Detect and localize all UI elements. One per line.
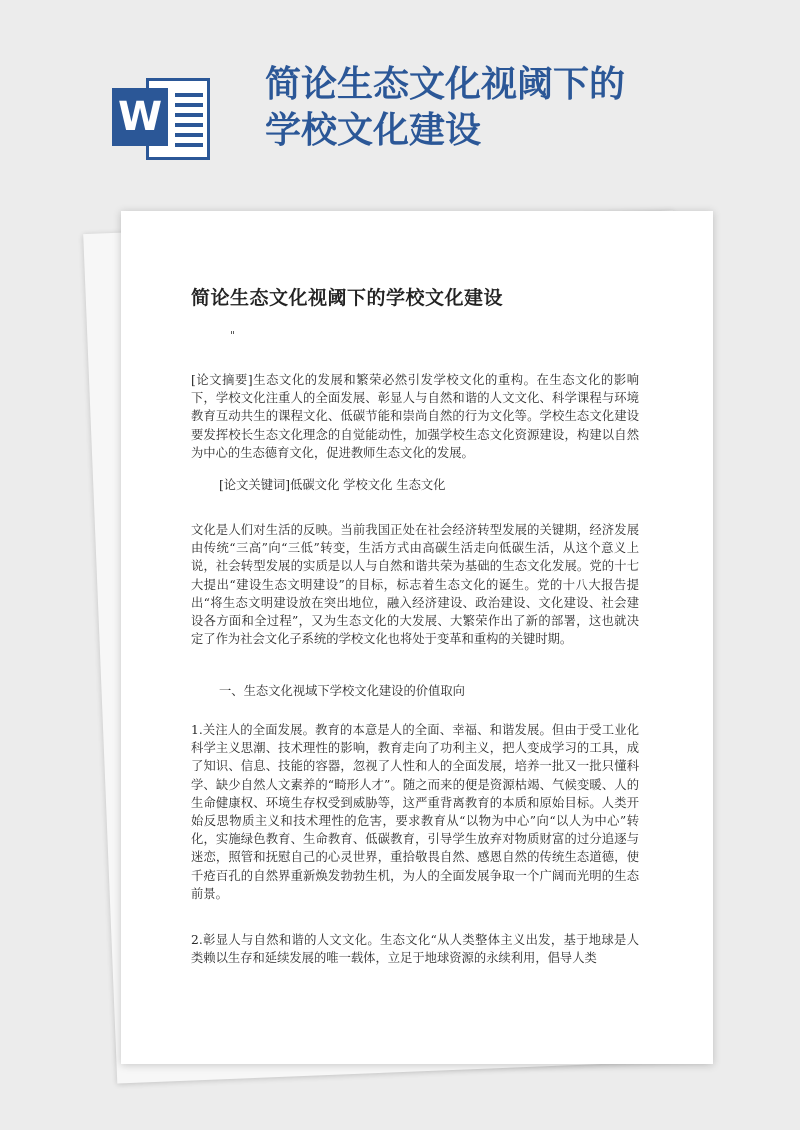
header-title-line2: 学校文化建设 — [265, 110, 482, 151]
point1-paragraph: 1.关注人的全面发展。教育的本意是人的全面、幸福、和谐发展。但由于受工业化科学主义思潮、技术理性的影响，教育走向了功利主义，把人变成学习的工具，成了知识、信息、技能的容器，忽视了人性和人的全面发展，培养一批又一批只懂科学、缺少自然人文素养的“畸形人才”。随之而来的便是资源枯竭、气候变暖、人的生命健康权、环境生存权受到威胁等，这严重背离教育的本质和原始目标。人类开始反思物质主义和技术理性的危害，要求教育从“以物为中心”向“以人为中心”转化，实施绿色教育、生命教育、低碳教育，引导学生放弃对物质财富的过分追逐与迷恋，照管和抚慰自己的心灵世界，重拾敬畏自然、感恩自然的传统生态道德，使千疮百孔的自然界重新焕发勃勃生机，为人的全面发展争取一个广阔而光明的生态前景。 — [191, 723, 639, 901]
intro-paragraph: 文化是人们对生活的反映。当前我国正处在社会经济转型发展的关键期，经济发展由传统“三高”向“三低”转变，生活方式由高碳生活走向低碳生活，从这个意义上说，社会转型发展的实质是以人与自然和谐共荣为基础的生态文化发展。党的十七大提出“建设生态文明建设”的目标，标志着生态文化的诞生。党的十八大报告提出“将生态文明建设放在突出地位，融入经济建设、政治建设、文化建设、社会建设各方面和全过程”，又为生态文化的大发展、大繁荣作出了新的部署，这也就决定了作为社会文化子系统的学校文化也将处于变革和重构的关键时期。 — [191, 523, 639, 647]
word-document-icon — [108, 72, 216, 164]
header-banner — [0, 0, 800, 200]
keywords-line: [论文关键词]低碳文化 学校文化 生态文化 — [219, 478, 446, 492]
section-heading: 一、生态文化视域下学校文化建设的价值取向 — [219, 684, 465, 698]
header-title-line1: 简论生态文化视阈下的 — [265, 64, 626, 105]
document-title: 简论生态文化视阈下的学校文化建设 — [191, 287, 504, 309]
point2-paragraph: 2.彰显人与自然和谐的人文文化。生态文化“从人类整体主义出发，基于地球是人类赖以生存和延续发展的唯一载体，立足于地球资源的永续利用，倡导人类 — [191, 933, 639, 966]
abstract-paragraph: [论文摘要]生态文化的发展和繁荣必然引发学校文化的重构。在生态文化的影响下，学校文化注重人的全面发展、彰显人与自然和谐的人文文化、科学课程与环境教育互动共生的课程文化、低碳节能和崇尚自然的行为文化等。学校生态文化建设要发挥校长生态文化理念的自觉能动性，加强学校生态文化资源建设，构建以自然为中心的生态德育文化，促进教师生态文化的发展。 — [191, 373, 639, 460]
document-page — [121, 211, 713, 1064]
header-title — [265, 62, 785, 154]
word-letter-badge: W — [112, 88, 168, 146]
quote-mark: " — [230, 329, 236, 342]
